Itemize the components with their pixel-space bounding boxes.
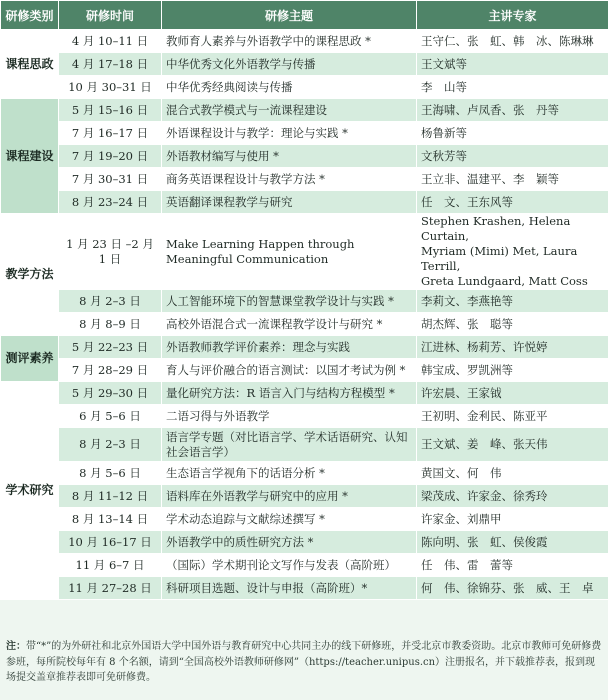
speaker-cell [417,53,608,76]
table-row [1,485,608,508]
topic-cell: Make Learning Happen through Meaningful Communication [162,214,417,290]
date-cell: 4 月 17–18 日 [59,53,162,76]
date-cell: 7 月 16–17 日 [59,122,162,145]
topic-cell: 育人与评价融合的语言测试：以国才考试为例 * [162,359,417,382]
speaker-cell [417,336,608,359]
topic-cell: 教师育人素养与外语教学中的课程思政 * [162,30,417,53]
speaker-cell [417,359,608,382]
date-cell: 8 月 8–9 日 [59,313,162,336]
date-cell: 11 月 27–28 日 [59,577,162,600]
table-row [1,30,608,53]
table-row [1,382,608,405]
speaker-line: 王初明、金利民、陈亚平 [421,408,548,423]
speaker-line: 王立非、温建平、李 颖等 [421,171,559,186]
date-cell: 8 月 5–6 日 [59,462,162,485]
table-row [1,145,608,168]
speaker-line: 李莉文、李燕艳等 [421,293,513,308]
speaker-line: 杨鲁新等 [421,125,467,140]
category-cell: 课程思政 [1,30,59,99]
speaker-cell [417,168,608,191]
topic-cell: 英语翻译课程教学与研究 [162,191,417,214]
date-cell: 4 月 10–11 日 [59,30,162,53]
speaker-cell [417,485,608,508]
speaker-lines [421,126,604,141]
speaker-cell [417,313,608,336]
speaker-lines [421,437,604,452]
header-category: 研修类别 [1,1,59,30]
speaker-cell [417,405,608,428]
table-row [1,313,608,336]
table-row [1,122,608,145]
topic-cell: 二语习得与外语教学 [162,405,417,428]
speaker-lines [421,386,604,401]
table-row [1,359,608,382]
speaker-line: 王文斌等 [421,56,467,71]
speaker-line: 任 文、王东风等 [421,194,513,209]
speaker-cell [417,76,608,99]
speaker-lines [421,34,604,49]
speaker-lines [421,489,604,504]
table-row [1,554,608,577]
table-row [1,76,608,99]
date-cell: 11 月 6–7 日 [59,554,162,577]
topic-cell: 生态语言学视角下的话语分析 * [162,462,417,485]
footnote-text: 带“*”的为外研社和北京外国语大学中国外语与教育研究中心共同主办的线下研修班，并受北京市教委资助。北京市教师可免研修费参班，每所院校每年有 8 个名额，请到“全国高校外语教师研修网”（https://teacher.unipus.cn）注册报名，并下载推荐表，报到现场提交盖章推荐表即可免研修费。 [6,641,602,683]
topic-cell: 人工智能环境下的智慧课堂教学设计与实践 * [162,290,417,313]
table-row [1,462,608,485]
speaker-cell [417,122,608,145]
speaker-cell [417,462,608,485]
topic-cell: 学术动态追踪与文献综述撰写 * [162,508,417,531]
table-row [1,99,608,122]
speaker-lines [421,340,604,355]
table-row [1,428,608,462]
speaker-lines [421,363,604,378]
speaker-line: 胡杰辉、张 聪等 [421,316,513,331]
speaker-cell [417,191,608,214]
category-cell: 课程建设 [1,99,59,214]
speaker-cell [417,382,608,405]
speaker-lines [421,57,604,72]
date-cell: 1 月 23 日 –2 月 1 日 [59,214,162,290]
speaker-line: 文秋芳等 [421,148,467,163]
speaker-line: 王守仁、张 虹、韩 冰、陈琳琳 [421,33,594,48]
date-cell: 5 月 22–23 日 [59,336,162,359]
date-cell: 8 月 2–3 日 [59,428,162,462]
header-speakers: 主讲专家 [417,1,608,30]
date-cell: 7 月 28–29 日 [59,359,162,382]
topic-cell: 科研项目选题、设计与申报（高阶班）* [162,577,417,600]
speaker-cell [417,531,608,554]
date-cell: 8 月 2–3 日 [59,290,162,313]
date-cell: 10 月 16–17 日 [59,531,162,554]
speaker-line: Greta Lundgaard, Matt Coss [421,274,588,288]
speaker-lines [421,172,604,187]
speaker-line: 梁茂成、许家金、徐秀玲 [421,488,548,503]
speaker-cell [417,30,608,53]
speaker-lines [421,80,604,95]
table-row [1,405,608,428]
speaker-lines [421,466,604,481]
speaker-line: 王海啸、卢凤香、张 丹等 [421,102,559,117]
topic-cell: 外语教师教学评价素养：理念与实践 [162,336,417,359]
speaker-cell [417,99,608,122]
topic-cell: 中华优秀文化外语教学与传播 [162,53,417,76]
speaker-lines [421,535,604,550]
speaker-lines [421,581,604,596]
footnote [0,637,608,700]
speaker-line: 江进林、杨莉芳、许悦婷 [421,339,548,354]
table-row [1,577,608,600]
table-row [1,53,608,76]
table-row [1,508,608,531]
speaker-line: Myriam (Mimi) Met, Laura Terrill, [421,244,578,273]
speaker-line: 任 伟、雷 蕾等 [421,557,513,572]
topic-cell: 语料库在外语教学与研究中的应用 * [162,485,417,508]
topic-cell: 外语教材编写与使用 * [162,145,417,168]
date-cell: 8 月 23–24 日 [59,191,162,214]
speaker-line: 何 伟、徐锦芬、张 威、王 卓 [421,580,594,595]
date-cell: 8 月 13–14 日 [59,508,162,531]
date-cell: 5 月 15–16 日 [59,99,162,122]
speaker-cell [417,577,608,600]
table-row [1,214,608,290]
speaker-cell [417,290,608,313]
topic-cell: 量化研究方法：R 语言入门与结构方程模型 * [162,382,417,405]
date-cell: 10 月 30–31 日 [59,76,162,99]
speaker-lines [421,294,604,309]
footnote-label: 注： [6,641,26,652]
topic-cell: 外语教学中的质性研究方法 * [162,531,417,554]
category-cell: 学术研究 [1,382,59,600]
speaker-line: Stephen Krashen, Helena Curtain, [421,214,571,243]
speaker-cell [417,428,608,462]
table-row [1,168,608,191]
date-cell: 6 月 5–6 日 [59,405,162,428]
table-body [1,30,608,600]
speaker-line: 许宏晨、王家钺 [421,385,502,400]
speaker-lines [421,317,604,332]
date-cell: 7 月 30–31 日 [59,168,162,191]
speaker-cell [417,145,608,168]
speaker-line: 许家金、刘鼎甲 [421,511,502,526]
topic-cell: 混合式教学模式与一流课程建设 [162,99,417,122]
date-cell: 7 月 19–20 日 [59,145,162,168]
date-cell: 5 月 29–30 日 [59,382,162,405]
table-row [1,191,608,214]
speaker-lines [421,214,604,289]
topic-cell: 高校外语混合式一流课程教学设计与研究 * [162,313,417,336]
speaker-cell [417,214,608,290]
speaker-lines [421,103,604,118]
speaker-lines [421,409,604,424]
speaker-lines [421,195,604,210]
table-row [1,531,608,554]
topic-cell: 中华优秀经典阅读与传播 [162,76,417,99]
table-row [1,290,608,313]
table-header [1,1,608,30]
speaker-line: 陈向明、张 虹、侯俊霞 [421,534,548,549]
speaker-line: 黄国文、何 伟 [421,465,502,480]
category-cell: 教学方法 [1,214,59,336]
speaker-line: 韩宝成、罗凯洲等 [421,362,513,377]
speaker-line: 王文斌、姜 峰、张天伟 [421,437,548,451]
topic-cell: 外语课程设计与教学：理论与实践 * [162,122,417,145]
topic-cell: 语言学专题（对比语言学、学术话语研究、认知社会语言学） [162,428,417,462]
speaker-lines [421,558,604,573]
header-topic: 研修主题 [162,1,417,30]
speaker-line: 李 山等 [421,79,467,94]
speaker-cell [417,554,608,577]
date-cell: 8 月 11–12 日 [59,485,162,508]
topic-cell: 商务英语课程设计与教学方法 * [162,168,417,191]
category-cell: 测评素养 [1,336,59,382]
header-date: 研修时间 [59,1,162,30]
speaker-lines [421,149,604,164]
speaker-lines [421,512,604,527]
speaker-cell [417,508,608,531]
table-row [1,336,608,359]
topic-cell: （国际）学术期刊论文写作与发表（高阶班） [162,554,417,577]
